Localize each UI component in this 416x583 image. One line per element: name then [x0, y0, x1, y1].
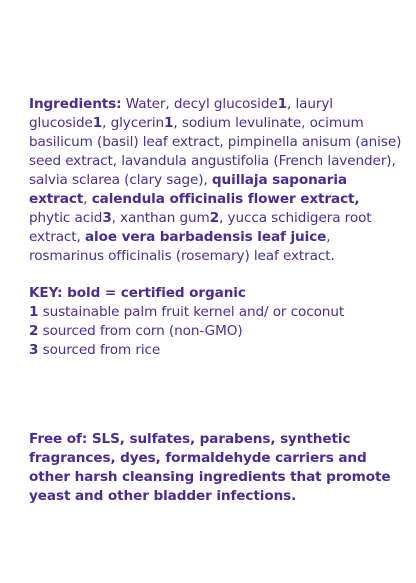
footnote-marker: 1	[164, 115, 174, 131]
free-of-paragraph: Free of: SLS, sulfates, parabens, synthetic fragrances, dyes, formaldehyde carriers and other harsh cleansing ingredients that promote yeast and other bladder infections.	[29, 431, 391, 504]
organic-ingredient: aloe vera barbadensis leaf juice	[84, 229, 327, 245]
organic-ingredient: calendula officinalis flower extract,	[91, 191, 360, 207]
ingredients-label: Ingredients:	[29, 96, 122, 112]
key-note	[29, 322, 404, 341]
key-note-number: 3	[29, 342, 39, 358]
ingredients-text: , sodium levulinate, ocimum basilicum (basil) leaf extract, pimpinella anisum (anise) seed extract, lavandula angustifolia (French lavender), salvia sclarea (clary sage),	[29, 115, 402, 188]
key-note-text: sustainable palm fruit kernel and/ or coconut	[38, 304, 345, 320]
key-section	[29, 284, 404, 360]
footnote-marker: 2	[209, 210, 220, 226]
organic-ingredient: quillaja saponaria extract	[29, 172, 347, 207]
key-note-text: sourced from rice	[38, 342, 161, 358]
footnote-marker: 3	[102, 210, 112, 226]
ingredients-text: , glycerin	[102, 115, 165, 131]
key-note-number: 2	[29, 323, 39, 339]
key-note	[29, 341, 404, 360]
ingredients-text: ,	[83, 191, 92, 207]
key-title: KEY: bold = certified organic	[29, 285, 246, 301]
key-note-text: sourced from corn (non-GMO)	[38, 323, 243, 339]
key-note	[29, 303, 404, 322]
ingredients-text: , yucca schidigera root extract,	[29, 210, 372, 245]
ingredients-text: phytic acid	[29, 210, 103, 226]
ingredients-text: Water, decyl glucoside	[121, 96, 278, 112]
key-note-number: 1	[29, 304, 39, 320]
ingredients-paragraph	[29, 95, 404, 266]
ingredients-text: , lauryl glucoside	[29, 96, 333, 131]
ingredients-text: , xanthan gum	[111, 210, 210, 226]
footnote-marker: 1	[277, 96, 287, 112]
ingredients-text: , rosmarinus officinalis (rosemary) leaf extract.	[29, 229, 335, 264]
footnote-marker: 1	[92, 115, 103, 131]
